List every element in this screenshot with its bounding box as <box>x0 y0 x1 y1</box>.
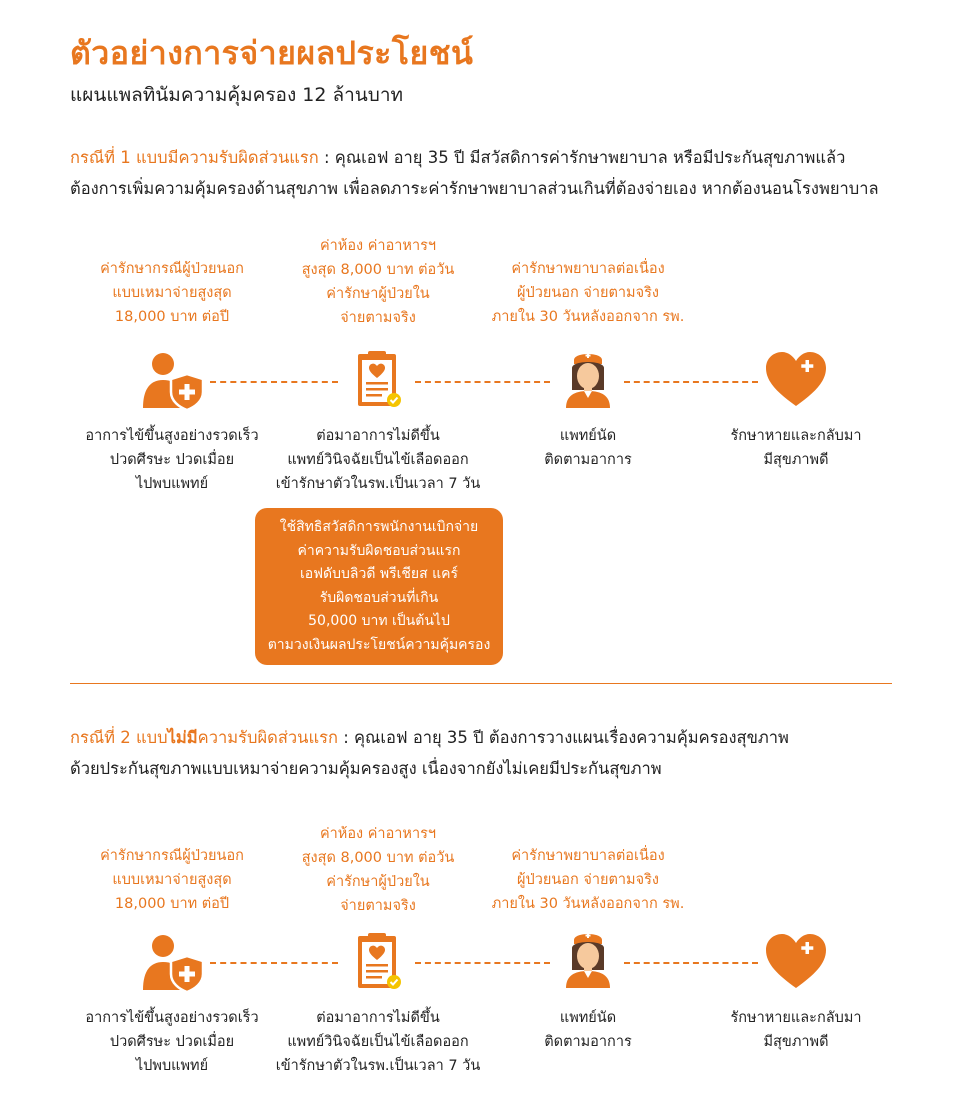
note-line: ค่าห้อง ค่าอาหารฯ <box>319 238 437 254</box>
page-title: ตัวอย่างการจ่ายผลประโยชน์ <box>70 34 474 72</box>
note-line: จ่ายตามจริง <box>340 898 416 914</box>
desc-line: อาการไข้ขึ้นสูงอย่างรวดเร็ว <box>85 1010 259 1026</box>
desc-line: รักษาหายและกลับมา <box>730 1010 862 1026</box>
desc-line: ปวดศีรษะ ปวดเมื่อย <box>109 1034 235 1050</box>
callout-line: ใช้สิทธิสวัสดิการพนักงานเบิกจ่าย <box>279 519 479 535</box>
note-line: สูงสุด 8,000 บาท ต่อวัน <box>301 262 455 278</box>
case-1-desc-4 <box>686 424 906 472</box>
case-2-desc-2 <box>268 1006 488 1078</box>
flow-connector <box>415 962 550 964</box>
note-line: ค่ารักษาผู้ป่วยใน <box>326 286 430 302</box>
note-line: ค่ารักษาผู้ป่วยใน <box>326 874 430 890</box>
case-2-desc-1 <box>62 1006 282 1078</box>
callout-line: ค่าความรับผิดชอบส่วนแรก <box>297 542 461 559</box>
note-line: ภายใน 30 วันหลังออกจาก รพ. <box>491 309 685 325</box>
desc-line: มีสุขภาพดี <box>763 1034 829 1050</box>
note-line: จ่ายตามจริง <box>340 310 416 326</box>
case-2-note-3 <box>478 844 698 916</box>
medical-clipboard-icon <box>346 930 410 994</box>
desc-line: แพทย์วินิจฉัยเป็นไข้เลือดออก <box>287 452 469 468</box>
case-1-desc-1 <box>62 424 282 496</box>
case-2-description <box>70 722 910 784</box>
case-1-lead: กรณีที่ 1 แบบมีความรับผิดส่วนแรก <box>70 148 319 167</box>
desc-line: เข้ารักษาตัวในรพ.เป็นเวลา 7 วัน <box>275 1058 481 1074</box>
case-2-note-2 <box>268 822 488 918</box>
desc-line: รักษาหายและกลับมา <box>730 428 862 444</box>
desc-line: ติดตามอาการ <box>544 452 632 468</box>
desc-line: มีสุขภาพดี <box>763 452 829 468</box>
medical-clipboard-icon <box>346 348 410 412</box>
note-line: ภายใน 30 วันหลังออกจาก รพ. <box>491 896 685 912</box>
case-1-note-3 <box>478 257 698 329</box>
case-2-lead <box>70 728 338 747</box>
flow-connector <box>210 962 338 964</box>
desc-line: แพทย์วินิจฉัยเป็นไข้เลือดออก <box>287 1034 469 1050</box>
nurse-icon <box>556 346 620 410</box>
desc-line: ติดตามอาการ <box>544 1034 632 1050</box>
case-2-line-2: ด้วยประกันสุขภาพแบบเหมาจ่ายความคุ้มครองสูง เนื่องจากยังไม่เคยมีประกันสุขภาพ <box>70 759 662 778</box>
desc-line: อาการไข้ขึ้นสูงอย่างรวดเร็ว <box>85 428 259 444</box>
desc-line: แพทย์นัด <box>559 428 617 444</box>
note-line: แบบเหมาจ่ายสูงสุด <box>112 872 232 888</box>
patient-shield-icon <box>141 930 205 994</box>
note-line: ค่าห้อง ค่าอาหารฯ <box>319 826 437 842</box>
case-1-line-1: : คุณเอฟ อายุ 35 ปี มีสวัสดิการค่ารักษาพยาบาล หรือมีประกันสุขภาพแล้ว <box>318 148 846 167</box>
flow-connector <box>415 381 550 383</box>
case-1-desc-3 <box>478 424 698 472</box>
note-line: ผู้ป่วยนอก จ่ายตามจริง <box>517 285 659 301</box>
heart-plus-icon <box>764 930 828 994</box>
case-2-lead-pre: กรณีที่ 2 แบบ <box>70 728 168 747</box>
case-1-description <box>70 142 910 204</box>
desc-line: ไปพบแพทย์ <box>135 476 209 492</box>
note-line: ค่ารักษาพยาบาลต่อเนื่อง <box>511 261 665 277</box>
note-line: ค่ารักษาพยาบาลต่อเนื่อง <box>511 848 665 864</box>
patient-shield-icon <box>141 348 205 412</box>
nurse-icon <box>556 926 620 990</box>
note-line: ค่ารักษากรณีผู้ป่วยนอก <box>100 261 244 277</box>
note-line: ค่ารักษากรณีผู้ป่วยนอก <box>100 848 244 864</box>
callout-line: 50,000 บาท เป็นต้นไป <box>308 613 450 629</box>
desc-line: ต่อมาอาการไม่ดีขึ้น <box>316 428 440 444</box>
flow-connector <box>624 962 758 964</box>
note-line: ผู้ป่วยนอก จ่ายตามจริง <box>517 872 659 888</box>
callout-line: รับผิดชอบส่วนที่เกิน <box>319 589 439 606</box>
case-1-line-2: ต้องการเพิ่มความคุ้มครองด้านสุขภาพ เพื่อลดภาระค่ารักษาพยาบาลส่วนเกินที่ต้องจ่ายเอง หากต้องนอนโรงพยาบาล <box>70 179 879 198</box>
case-2-lead-post: ความรับผิดส่วนแรก <box>197 728 338 747</box>
case-2-desc-3 <box>478 1006 698 1054</box>
flow-connector <box>210 381 338 383</box>
case-2-note-1 <box>62 844 282 916</box>
page-subtitle: แผนแพลทินัมความคุ้มครอง 12 ล้านบาท <box>70 84 404 106</box>
case-1-note-1 <box>62 257 282 329</box>
note-line: สูงสุด 8,000 บาท ต่อวัน <box>301 850 455 866</box>
case-1-note-2 <box>268 234 488 330</box>
desc-line: ต่อมาอาการไม่ดีขึ้น <box>316 1010 440 1026</box>
case-2-desc-4 <box>686 1006 906 1054</box>
case-1-desc-2 <box>268 424 488 496</box>
section-divider <box>70 683 892 684</box>
note-line: 18,000 บาท ต่อปี <box>114 896 230 912</box>
desc-line: แพทย์นัด <box>559 1010 617 1026</box>
callout-line: เอฟดับบลิวดี พรีเชียส แคร์ <box>299 566 459 582</box>
case-1-callout <box>255 508 503 665</box>
note-line: แบบเหมาจ่ายสูงสุด <box>112 285 232 301</box>
case-2-lead-bold: ไม่มี <box>167 728 198 747</box>
case-2-line-1: : คุณเอฟ อายุ 35 ปี ต้องการวางแผนเรื่องความคุ้มครองสุขภาพ <box>337 728 789 747</box>
callout-line: ตามวงเงินผลประโยชน์ความคุ้มครอง <box>267 636 491 653</box>
desc-line: เข้ารักษาตัวในรพ.เป็นเวลา 7 วัน <box>275 476 481 492</box>
flow-connector <box>624 381 758 383</box>
desc-line: ไปพบแพทย์ <box>135 1058 209 1074</box>
desc-line: ปวดศีรษะ ปวดเมื่อย <box>109 452 235 468</box>
note-line: 18,000 บาท ต่อปี <box>114 309 230 325</box>
heart-plus-icon <box>764 348 828 412</box>
